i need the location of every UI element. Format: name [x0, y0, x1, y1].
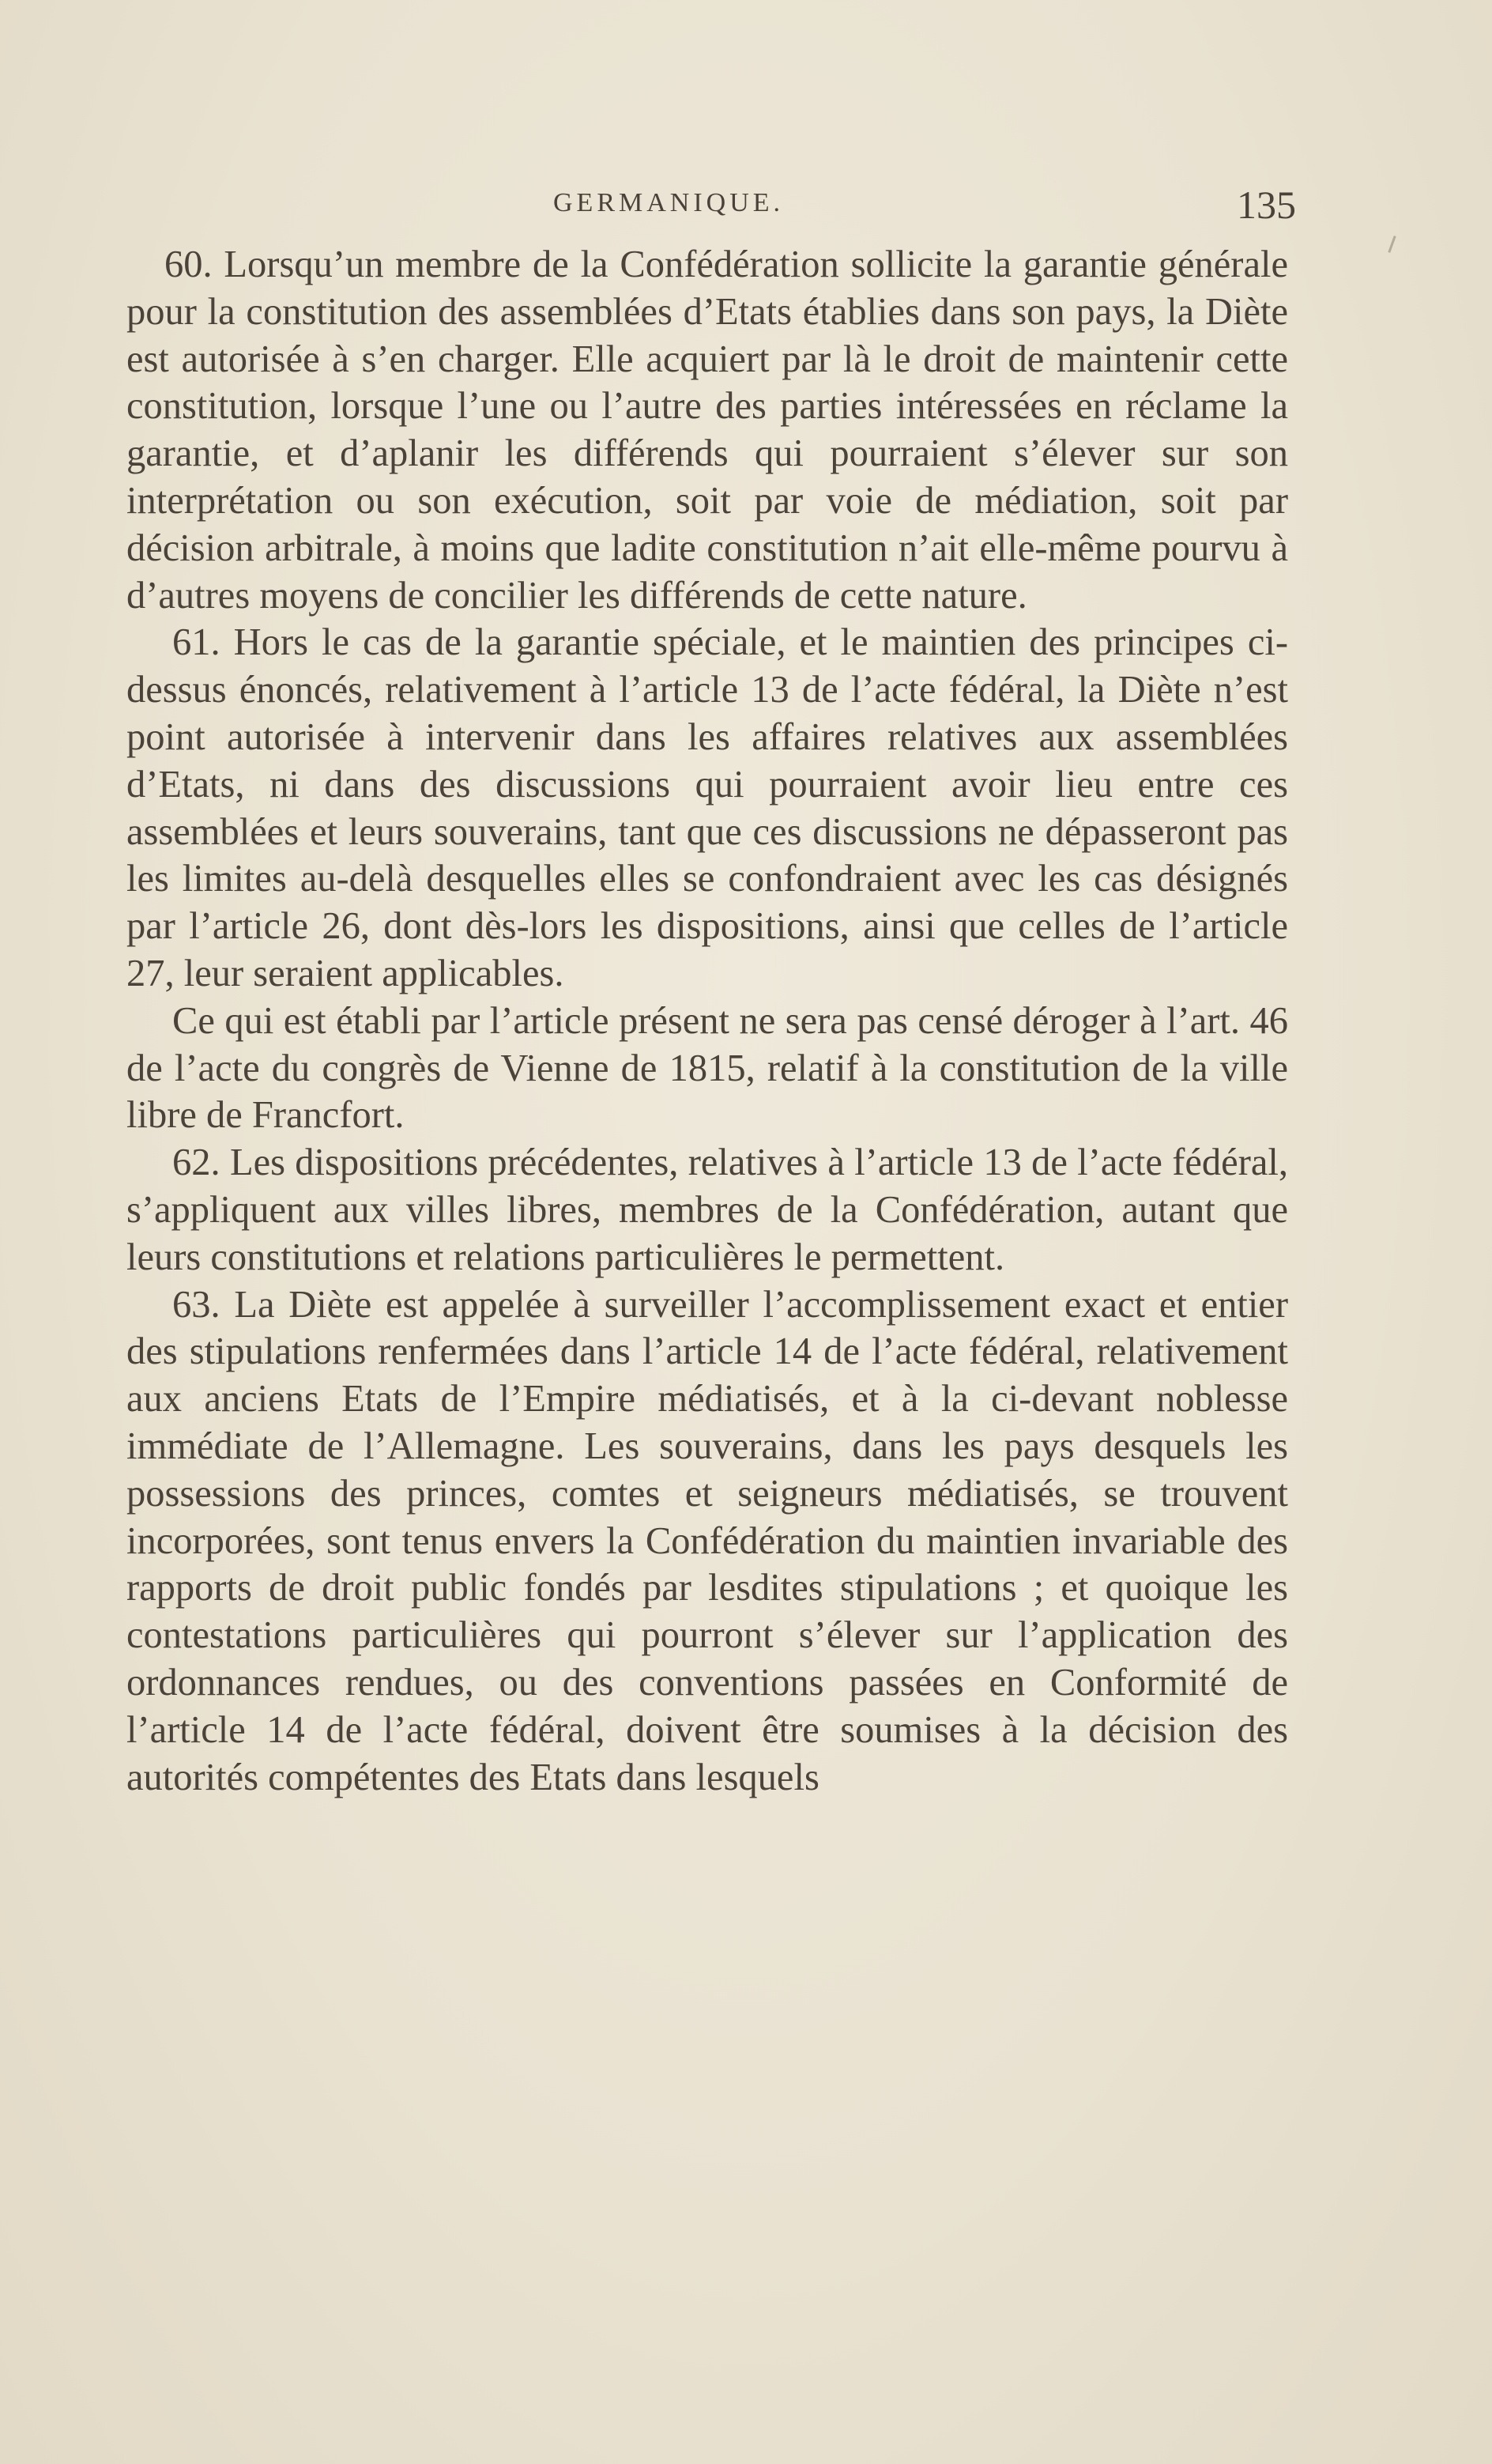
running-head — [126, 183, 1296, 236]
paragraph-article-61-continuation: Ce qui est établi par l’article présent ne sera pas censé déroger à l’art. 46 de l’acte du congrès de Vienne de 1815, relatif à la constitution de la ville libre de Francfort. — [126, 999, 1288, 1137]
paragraph-article-62: 62. Les dispositions précédentes, relatives à l’article 13 de l’acte fédéral, s’appliquent aux villes libres, membres de la Confédération, autant que leurs constitutions et relations particulières le permettent. — [126, 1141, 1288, 1278]
paper-speck — [1388, 236, 1396, 253]
paragraph-article-61: 61. Hors le cas de la garantie spéciale, et le maintien des principes ci-dessus énoncés, relativement à l’article 13 de l’acte fédéral, la Diète n’est point autorisée à intervenir dans les affaires relatives aux assemblées d’Etats, ni dans des discussions qui pourraient avoir lieu entre ces assemblées et leurs souverains, tant que ces discussions ne dépasseront pas les limites au-delà desquelles elles se confondraient avec les cas désignés par l’article 26, dont dès-lors les dispositions, ainsi que celles de l’article 27, leur seraient applicables. — [126, 621, 1288, 994]
running-head-title: GERMANIQUE. — [553, 188, 785, 217]
page-number: 135 — [1237, 183, 1296, 227]
paragraph-article-63: 63. La Diète est appelée à surveiller l’accomplissement exact et entier des stipulations renfermées dans l’article 14 de l’acte fédéral, relativement aux anciens Etats de l’Empire médiatisés, et à la ci-devant noblesse immédiate de l’Allemagne. Les souverains, dans les pays desquels les possessions des princes, comtes et seigneurs médiatisés, se trouvent incorporées, sont tenus envers la Confédération du maintien invariable des rapports de droit public fondés par lesdites stipulations ; et quoique les contestations particulières qui pourront s’élever sur l’application des ordonnances rendues, ou des conventions passées en Conformité de l’article 14 de l’acte fédéral, doivent être soumises à la décision des autorités compétentes des Etats dans lesquels — [126, 1283, 1288, 1798]
paragraph-article-60: 60. Lorsqu’un membre de la Confédération sollicite la garantie générale pour la constitution des assemblées d’Etats établies dans son pays, la Diète est autorisée à s’en charger. Elle acquiert par là le droit de maintenir cette constitution, lorsque l’une ou l’autre des parties intéressées en réclame la garantie, et d’aplanir les différends qui pourraient s’élever sur son interprétation ou son exécution, soit par voie de médiation, soit par décision arbitrale, à moins que ladite constitution n’ait elle-même pourvu à d’autres moyens de concilier les différends de cette nature. — [126, 243, 1288, 617]
body-text — [126, 241, 1288, 1801]
